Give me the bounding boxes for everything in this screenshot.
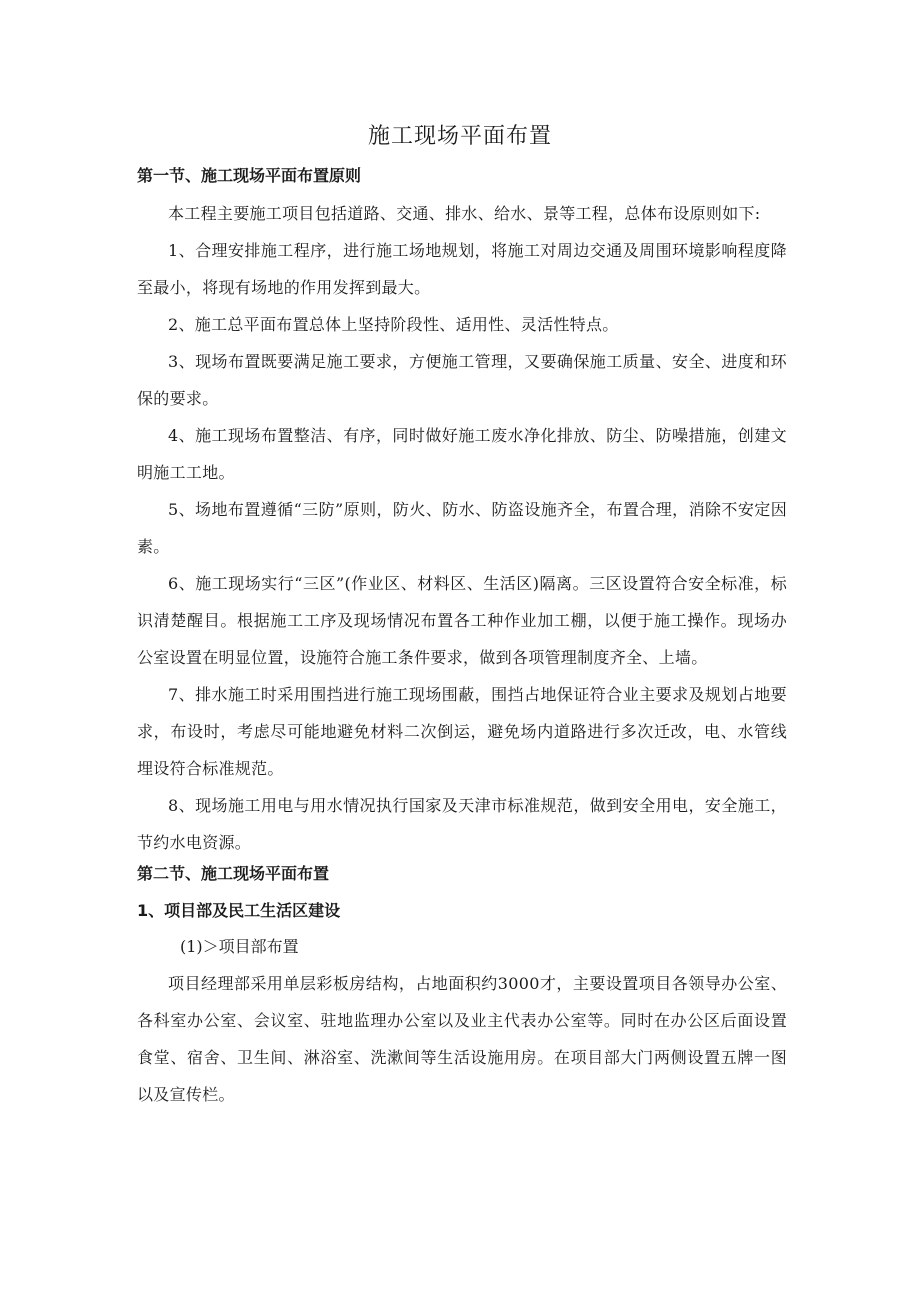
principle-item-6: 6、施工现场实行“三区”(作业区、材料区、生活区)隔离。三区设置符合安全标准，标识清楚醒目。根据施工工序及现场情况布置各工种作业加工棚，以便于施工操作。现场办公室设置在明显位置，设施符合施工条件要求，做到各项管理制度齐全、上墙。 bbox=[137, 574, 787, 667]
principle-item-8: 8、现场施工用电与用水情况执行国家及天津市标准规范，做到安全用电，安全施工，节约水电资源。 bbox=[137, 796, 787, 852]
principle-item-4: 4、施工现场布置整洁、有序，同时做好施工废水净化排放、防尘、防噪措施，创建文明施工工地。 bbox=[137, 426, 787, 482]
principle-item-3: 3、现场布置既要满足施工要求，方便施工管理，又要确保施工质量、安全、进度和环保的要求。 bbox=[137, 352, 787, 408]
principle-item-2: 2、施工总平面布置总体上坚持阶段性、适用性、灵活性特点。 bbox=[168, 315, 619, 334]
principle-item-1: 1、合理安排施工程序，进行施工场地规划，将施工对周边交通及周围环境影响程度降至最小，将现有场地的作用发挥到最大。 bbox=[137, 241, 787, 297]
document-title: 施工现场平面布置 bbox=[367, 124, 552, 149]
section-2-subheading: 1、项目部及民工生活区建设 bbox=[137, 901, 341, 920]
project-layout-subitem: (1)＞项目部布置 bbox=[180, 937, 299, 956]
project-layout-paragraph: 项目经理部采用单层彩板房结构，占地面积约3000才，主要设置项目各领导办公室、各科室办公室、会议室、驻地监理办公室以及业主代表办公室等。同时在办公区后面设置食堂、宿舍、卫生间、淋浴室、洗漱间等生活设施用房。在项目部大门两侧设置五牌一图以及宣传栏。 bbox=[137, 974, 787, 1104]
principle-item-7: 7、排水施工时采用围挡进行施工现场围蔽，围挡占地保证符合业主要求及规划占地要求，布设时，考虑尽可能地避免材料二次倒运，避免场内道路进行多次迁改，电、水管线埋设符合标准规范。 bbox=[137, 685, 787, 778]
principle-item-5: 5、场地布置遵循“三防”原则，防火、防水、防盗设施齐全，布置合理，消除不安定因素。 bbox=[137, 500, 787, 556]
section-1-intro: 本工程主要施工项目包括道路、交通、排水、给水、景等工程，总体布设原则如下: bbox=[168, 204, 761, 223]
section-1-heading: 第一节、施工现场平面布置原则 bbox=[137, 166, 362, 185]
section-2-heading: 第二节、施工现场平面布置 bbox=[137, 864, 330, 883]
